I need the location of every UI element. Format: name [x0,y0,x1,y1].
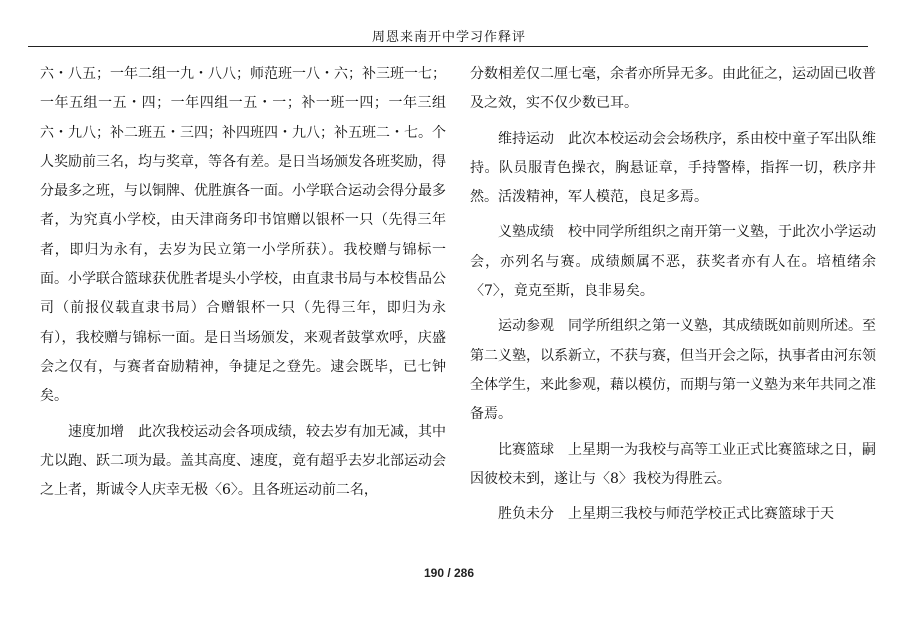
paragraph-speed-increase: 速度加增 此次我校运动会各项成绩，较去岁有加无减，其中尤以跑、跃二项为最。盖其高度、速度，竟有超乎去岁北部运动会之上者，斯诚令人庆幸无极〈6〉。且各班运动前二名， [40,423,446,499]
paragraph-school-results: 义塾成绩 校中同学所组织之南开第一义塾，于此次小学运动会，亦列名与赛。成绩颇属不恶，获奖者亦有人在。培植绪余〈7〉，竟克至斯，良非易矣。 [470,224,876,300]
paragraph: 分数相差仅二厘七毫，余者亦所异无多。由此征之，运动固已收普及之效，实不仅少数已耳。 [470,66,876,112]
paragraph: 六・八五；一年二组一九・八八；师范班一八・六；补三班一七；一年五组一五・四；一年四组一五・一；补一班一四；一年三组六・九八；补二班五・三四；补四班四・九八；补五班二・七。个人奖励前三名，均与奖章，等各有差。是日当场颁发各班奖励，得分最多之班，与以铜牌、优胜旗各一面。小学联合运动会得分最多者，为究真小学校，由天津商务印书馆赠以银杯一只（先得三年者，即归为永有，去岁为民立第一小学所获）。我校赠与锦标一面。小学联合篮球获优胜者堤头小学校，由直隶书局与本校售品公司（前报仪载直隶书局）合赠银杯一只（先得三年，即归为永有），我校赠与锦标一面。是日当场颁发，来观者鼓掌欢呼，庆盛会之仅有，与赛者奋励精神，争捷足之登先。逮会既毕，已七钟矣。 [40,66,446,405]
right-column [470,60,876,529]
left-column [40,60,446,505]
paragraph-undecided: 胜负未分 上星期三我校与师范学校正式比赛篮球于天 [498,506,834,523]
paragraph-maintain-order: 维持运动 此次本校运动会会场秩序，系由校中童子军出队维持。队员服青色操衣，胸悬证章，手持警棒，指挥一切，秩序井然。活泼精神，军人模范，良足多焉。 [470,130,876,206]
paragraph-basketball-match: 比赛篮球 上星期一为我校与高等工业正式比赛篮球之日，嗣因彼校未到，遂让与〈8〉我校为得胜云。 [470,441,876,487]
paragraph-sports-visit: 运动参观 同学所组织之第一义塾，其成绩既如前则所述。至第二义塾，以系新立，不获与赛，但当开会之际，执事者由河东领全体学生，来此参观，藉以模仿，而期与第一义塾为来年共同之准备焉。 [470,318,876,423]
running-header: 周恩来南开中学习作释评 [371,30,526,45]
page-number: 190 / 286 [423,566,475,580]
header-rule [28,46,868,47]
